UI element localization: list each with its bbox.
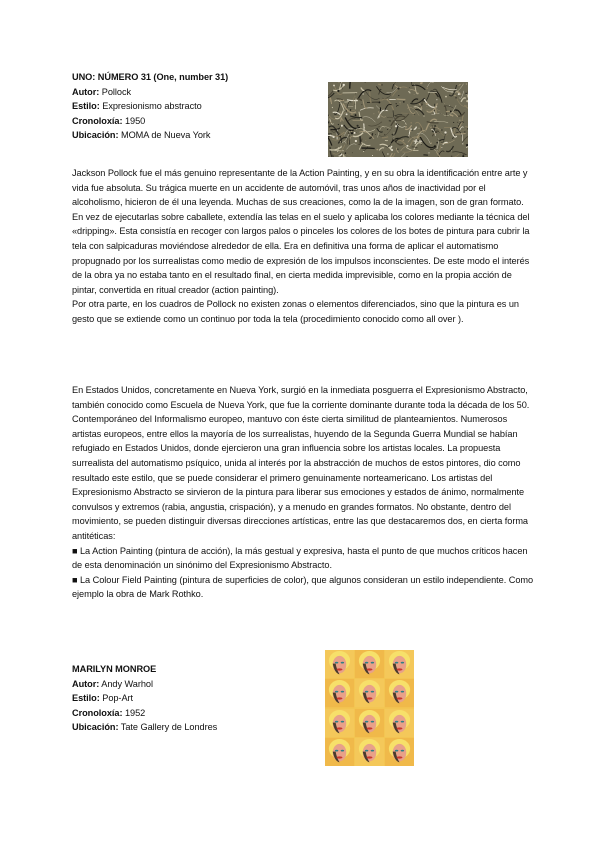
bullet-action-painting: ■ La Action Painting (pintura de acción), la más gestual y expresiva, hasta el punto de que muchos críticos hacen de esta denominación un sinónimo del Expresionismo Abstracto. bbox=[72, 545, 528, 571]
artwork1-chronology bbox=[72, 114, 228, 129]
author-label: Autor: bbox=[72, 678, 100, 689]
style-label: Estilo: bbox=[72, 101, 100, 112]
marilyn-portrait-tile bbox=[385, 738, 414, 766]
marilyn-portrait-tile bbox=[385, 650, 414, 678]
style-value: Pop-Art bbox=[99, 693, 134, 704]
pollock-description bbox=[72, 166, 534, 327]
marilyn-portrait-tile bbox=[355, 738, 384, 766]
marilyn-portrait-tile bbox=[325, 709, 354, 737]
chronology-label: Cronoloxía: bbox=[72, 707, 123, 718]
marilyn-portrait-tile bbox=[325, 738, 354, 766]
paragraph-pollock-2: Por otra parte, en los cuadros de Pollock no existen zonas o elementos diferenciados, sino que la pintura es un gesto que se extiende como un continuo por toda la tela (procedimiento conocido como all over ). bbox=[72, 299, 519, 324]
marilyn-portrait-tile bbox=[325, 679, 354, 707]
artwork2-title: MARILYN MONROE bbox=[72, 664, 157, 674]
artwork2-location bbox=[72, 720, 217, 735]
author-value: Pollock bbox=[99, 86, 132, 97]
style-label: Estilo: bbox=[72, 693, 100, 704]
author-value: Andy Warhol bbox=[99, 678, 153, 689]
artwork1-style bbox=[72, 99, 228, 114]
artwork1-metadata bbox=[72, 70, 228, 143]
style-value: Expresionismo abstracto bbox=[99, 101, 202, 112]
location-label: Ubicación: bbox=[72, 722, 119, 733]
marilyn-portrait-tile bbox=[325, 650, 354, 678]
location-value: Tate Gallery de Londres bbox=[118, 722, 218, 733]
artwork2-metadata bbox=[72, 662, 217, 735]
location-value: MOMA de Nueva York bbox=[118, 130, 211, 141]
artwork1-location bbox=[72, 128, 228, 143]
warhol-marilyn-image bbox=[325, 650, 414, 766]
marilyn-portrait-tile bbox=[385, 679, 414, 707]
artwork2-author bbox=[72, 677, 217, 692]
artwork1-title: UNO: NÚMERO 31 (One, number 31) bbox=[72, 72, 229, 82]
pollock-drip-texture bbox=[328, 82, 468, 157]
location-label: Ubicación: bbox=[72, 130, 119, 141]
artwork2-style bbox=[72, 691, 217, 706]
author-label: Autor: bbox=[72, 86, 100, 97]
paragraph-pollock-1: Jackson Pollock fue el más genuino representante de la Action Painting, y en su obra la identificación entre arte y vida fue absoluta. Su trágica muerte en un accidente de automóvil, tras unos años de inactividad por el alcoholismo, hicieron de él una leyenda. Muchas de sus creaciones, como la de la imagen, son de gran formato. En vez de ejecutarlas sobre caballete, extendía las telas en el suelo y aplicaba los colores mediante la técnica del «dripping». Esta consistía en recoger con largos palos o pinceles los colores de los botes de pintura para cubrir la tela con salpicaduras moviéndose alrededor de ella. Era en definitiva una forma de aplicar el automatismo propugnado por los surrealistas como medio de expresión de los impulsos inconscientes. De este modo el interés de la obra ya no estaba tanto en el resultado final, en cierta medida imprevisible, como en la propia acción de pintar, convertida en ritual creador (action painting). bbox=[72, 168, 530, 295]
paragraph-abstract-expressionism: En Estados Unidos, concretamente en Nueva York, surgió en la inmediata posguerra el Expresionismo Abstracto, también conocido como Escuela de Nueva York, que fue la corriente dominante durante toda la década de los 50. Contemporáneo del Informalismo europeo, mantuvo con éste cierta similitud de planteamientos. Numerosos artistas europeos, entre ellos la mayoría de los surrealistas, huyendo de la Segunda Guerra Mundial se habían refugiado en Estados Unidos, donde ejercieron una gran influencia sobre los artistas locales. La propuesta surrealista del automatismo psíquico, unida al interés por la abstracción de muchos de estos pintores, dio como resultado este estilo, que se puede considerar el primero genuinamente norteamericano. Los artistas del Expresionismo Abstracto se sirvieron de la pintura para liberar sus emociones y estados de ánimo, normalmente convulsos y extremos (rabia, angustia, crispación), y a menudo en grandes formatos. No obstante, dentro del movimiento, se pueden distinguir diversas direcciones artísticas, entre las que destacaremos dos, en cierta forma antitéticas: bbox=[72, 385, 530, 541]
abstract-expressionism-description bbox=[72, 383, 534, 602]
chronology-value: 1950 bbox=[122, 115, 146, 126]
artwork2-chronology bbox=[72, 706, 217, 721]
marilyn-portrait-tile bbox=[355, 709, 384, 737]
chronology-value: 1952 bbox=[122, 707, 146, 718]
bullet-colour-field: ■ La Colour Field Painting (pintura de superficies de color), que algunos consideran un estilo independiente. Como ejemplo la obra de Mark Rothko. bbox=[72, 574, 534, 600]
artwork1-author bbox=[72, 85, 228, 100]
marilyn-portrait-tile bbox=[385, 709, 414, 737]
chronology-label: Cronoloxía: bbox=[72, 115, 123, 126]
pollock-painting-image bbox=[328, 82, 468, 157]
marilyn-portrait-tile bbox=[355, 679, 384, 707]
marilyn-portrait-tile bbox=[355, 650, 384, 678]
